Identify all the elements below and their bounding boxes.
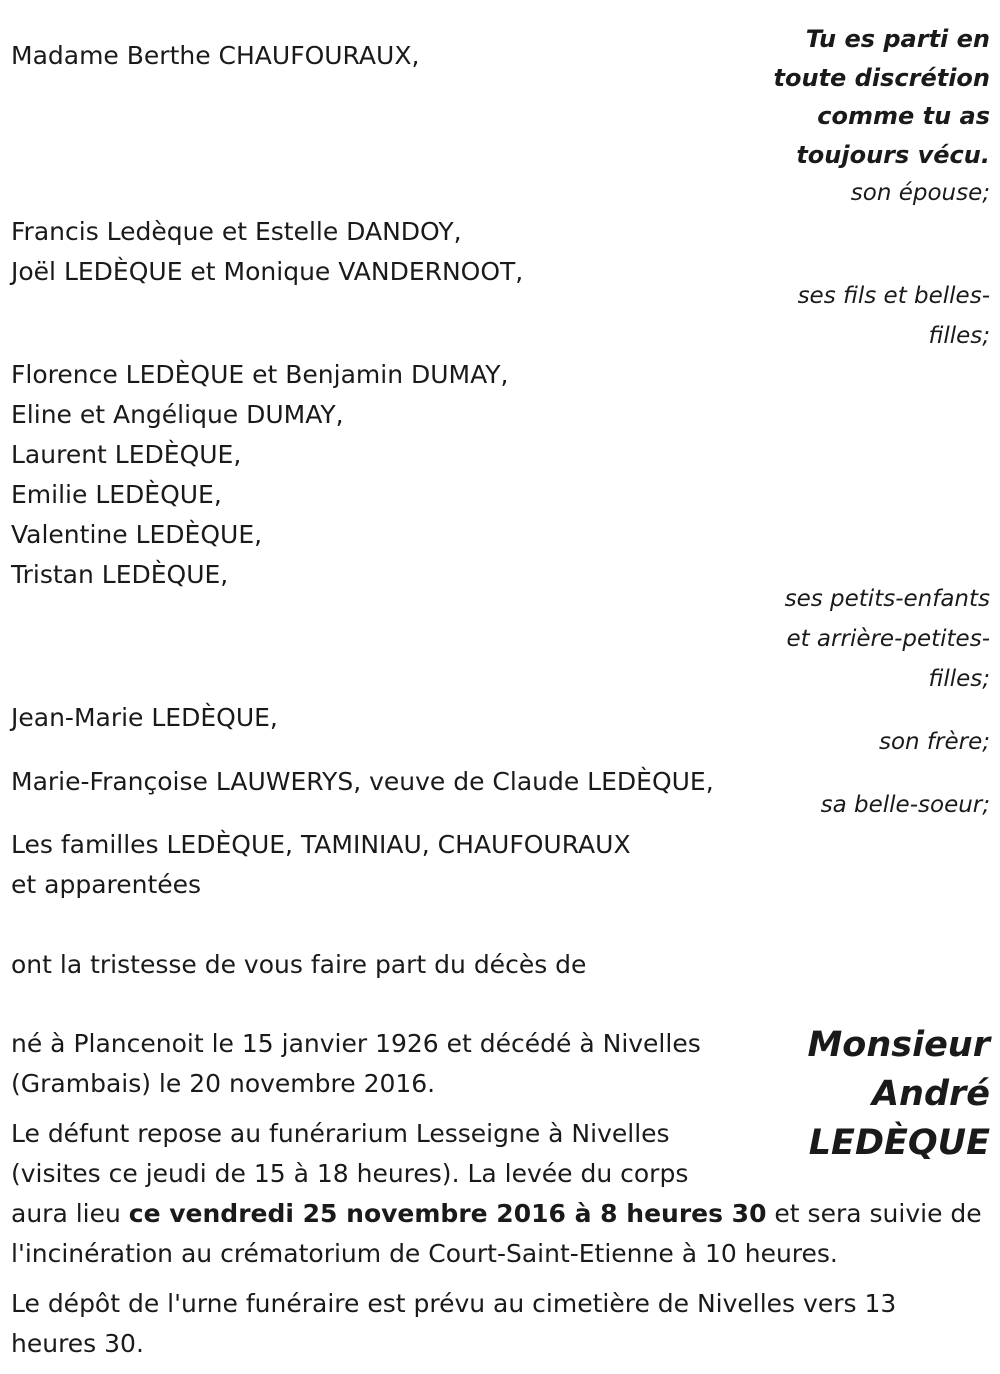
grandchildren-role-line: filles; [928, 666, 990, 692]
sister-in-law-role: sa belle-soeur; [820, 792, 990, 818]
deceased-name-line: LEDÈQUE [808, 1123, 990, 1163]
announcement-text: ont la tristesse de vous faire part du décès de [11, 950, 587, 979]
funeral-details [11, 1114, 986, 1274]
spouse-name [11, 36, 419, 76]
funeral-line [11, 1194, 986, 1234]
grandchild-name: Emilie LEDÈQUE, [11, 480, 222, 509]
quote-line: Tu es parti en [805, 25, 990, 53]
urn-line: Le dépôt de l'urne funéraire est prévu au cimetière de Nivelles vers 13 [11, 1289, 897, 1318]
grandchild-name: Tristan LEDÈQUE, [11, 560, 229, 589]
funeral-text: aura lieu [11, 1199, 129, 1228]
birth-death-line: (Grambais) le 20 novembre 2016. [11, 1069, 436, 1098]
children-role-line: ses fils et belles- [797, 283, 990, 309]
sister-in-law-name-text: Marie-Françoise LAUWERYS, veuve de Claude LEDÈQUE, [11, 767, 714, 796]
grandchild-name: Laurent LEDÈQUE, [11, 440, 242, 469]
child-name: Francis Ledèque et Estelle DANDOY, [11, 217, 462, 246]
funeral-text: et sera suivie de [766, 1199, 982, 1228]
child-name: Joël LEDÈQUE et Monique VANDERNOOT, [11, 257, 524, 286]
brother-name [11, 698, 278, 738]
children-names [11, 212, 523, 292]
families-line: Les familles LEDÈQUE, TAMINIAU, CHAUFOURAUX [11, 830, 631, 859]
quote-line: toute discrétion [773, 63, 990, 92]
children-role [798, 276, 990, 356]
sister-in-law-name [11, 762, 714, 802]
funeral-line: Le défunt repose au funérarium Lesseigne à Nivelles [11, 1119, 670, 1148]
quote-line: comme tu as [817, 102, 990, 130]
families [11, 825, 631, 905]
spouse-role: son épouse; [850, 180, 990, 206]
deceased-name-line: André [871, 1074, 990, 1114]
deceased-name-line: Monsieur [807, 1025, 990, 1065]
announcement [11, 945, 586, 985]
grandchildren-role [785, 579, 990, 699]
families-line: et apparentées [11, 870, 202, 899]
funeral-date: ce vendredi 25 novembre 2016 à 8 heures 30 [128, 1199, 767, 1228]
grandchildren-role-line: et arrière-petites- [786, 626, 990, 652]
birth-death-line: né à Plancenoit le 15 janvier 1926 et décédé à Nivelles [11, 1029, 701, 1058]
birth-death [11, 1024, 751, 1104]
urn-line: heures 30. [11, 1329, 144, 1358]
funeral-line: l'incinération au crématorium de Court-Saint-Etienne à 10 heures. [11, 1239, 838, 1268]
grandchildren-role-line: ses petits-enfants [784, 586, 990, 612]
spouse-name-text: Madame Berthe CHAUFOURAUX, [11, 41, 420, 70]
urn-details [11, 1284, 986, 1364]
quote [774, 20, 990, 174]
brother-role: son frère; [878, 729, 990, 755]
grandchild-name: Eline et Angélique DUMAY, [11, 400, 344, 429]
grandchild-name: Valentine LEDÈQUE, [11, 520, 263, 549]
quote-line: toujours vécu. [796, 140, 990, 169]
brother-name-text: Jean-Marie LEDÈQUE, [11, 703, 278, 732]
funeral-line: (visites ce jeudi de 15 à 18 heures). La levée du corps [11, 1159, 689, 1188]
children-role-line: filles; [928, 323, 990, 349]
grandchildren-names [11, 355, 509, 595]
grandchild-name: Florence LEDÈQUE et Benjamin DUMAY, [11, 360, 509, 389]
